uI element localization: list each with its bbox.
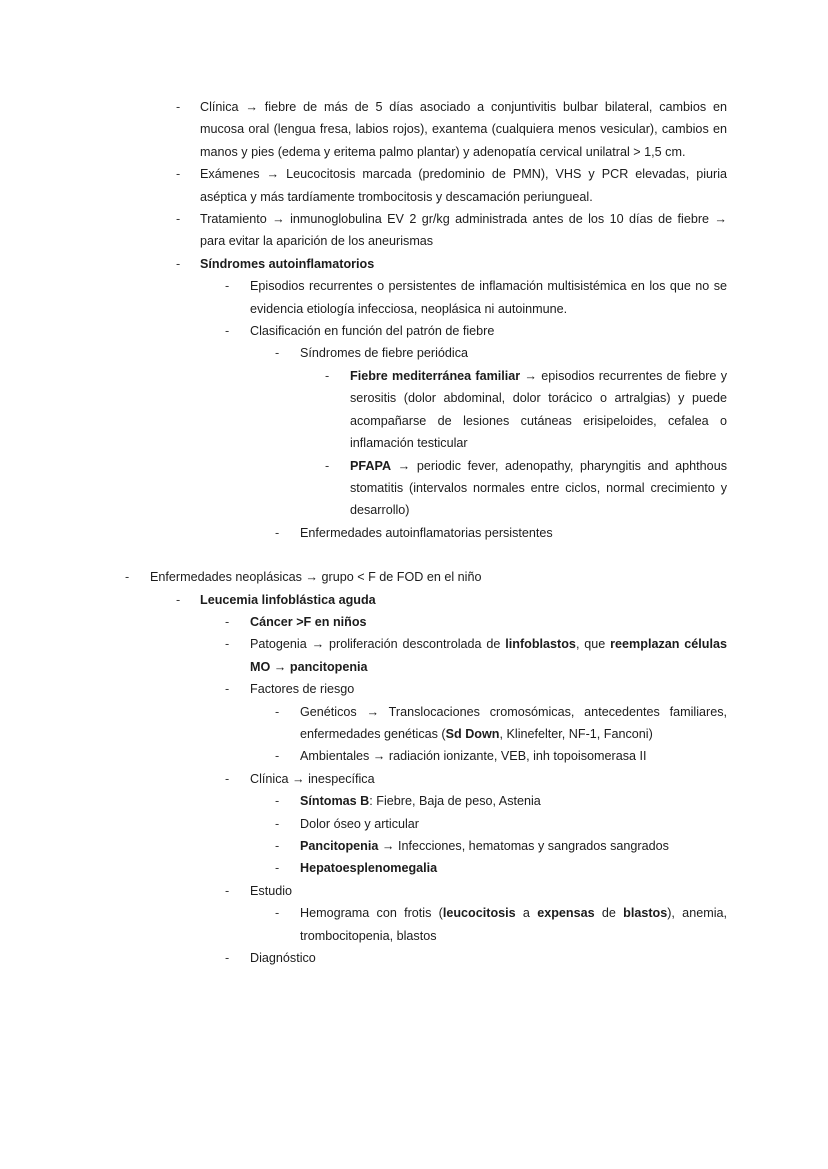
text-segment: a: [515, 906, 538, 921]
bullet-dash-icon: -: [225, 771, 230, 786]
outline-item-clinica-lla: [225, 768, 828, 790]
outline-item-patogenia: [225, 633, 828, 678]
outline-item-text: Tratamiento → inmunoglobulina EV 2 gr/kg administrada antes de los 10 días de fiebre → para evitar la aparición de los aneurismas: [200, 212, 727, 249]
text-segment: , Klinefelter, NF-1, Fanconi): [499, 726, 653, 741]
outline-item-text: Clínica → inespecífica: [250, 771, 375, 786]
outline-item-geneticos: [275, 701, 828, 746]
outline-item-factores-de-riesgo: [225, 678, 828, 700]
text-segment: Genéticos → Translocaciones cromosómicas, antecedentes familiares, enfermedades genéticas (: [300, 704, 727, 741]
outline-item-text: Cáncer >F en niños: [250, 614, 367, 629]
outline-item-clasificacion-patron-fiebre: [225, 320, 828, 342]
bullet-dash-icon: -: [325, 458, 330, 473]
outline-item-text: Estudio: [250, 883, 293, 898]
bullet-dash-icon: -: [275, 861, 280, 876]
outline-item-examenes-kawasaki: [176, 163, 828, 208]
text-segment: Síntomas B: [300, 794, 370, 809]
text-segment: linfoblastos: [505, 637, 576, 652]
bullet-dash-icon: -: [275, 816, 280, 831]
bullet-dash-icon: -: [225, 883, 230, 898]
text-segment: leucocitosis: [442, 906, 516, 921]
outline-item-text: [300, 835, 727, 857]
outline-item-estudio: [225, 880, 828, 902]
outline-item-text: Clínica → fiebre de más de 5 días asociado a conjuntivitis bulbar bilateral, cambios en mucosa oral (lengua fresa, labios rojos), exantema (cualquiera menos vesicular), cambios en manos y pies (edema y eritema palmo plantar) y adenopatía cervical unilatral > 1,5 cm.: [200, 100, 727, 159]
text-segment: : Fiebre, Baja de peso, Astenia: [369, 794, 541, 809]
text-segment: → episodios recurrentes de fiebre y serositis (dolor abdominal, dolor torácico o artralgias) y puede acompañarse de lesiones cutáneas erisipeloides, cefalea o inflamación testicular: [350, 368, 727, 451]
outline-item-dolor-oseo-articular: [275, 813, 828, 835]
bullet-dash-icon: -: [275, 749, 280, 764]
outline-item-text: [300, 902, 727, 947]
outline-item-ambientales: [275, 745, 828, 767]
outline-item-clinica-kawasaki: [176, 96, 828, 163]
text-segment: ), anemia, trombocitopenia, blastos: [300, 906, 727, 943]
outline-item-hepatoesplenomegalia: [275, 857, 828, 879]
outline-item-text: Diagnóstico: [250, 951, 316, 966]
bullet-dash-icon: -: [225, 951, 230, 966]
outline-item-enfermedades-autoinflamatorias-persistentes: [275, 522, 828, 544]
outline-item-episodios-recurrentes: [225, 275, 828, 320]
text-segment: Sd Down: [445, 726, 500, 741]
text-segment: reemplazan células MO → pancitopenia: [250, 637, 727, 674]
bullet-dash-icon: -: [225, 682, 230, 697]
outline-item-text: Enfermedades neoplásicas → grupo < F de FOD en el niño: [150, 570, 482, 585]
outline-item-text: Enfermedades autoinflamatorias persistentes: [300, 525, 553, 540]
bullet-dash-icon: -: [275, 906, 280, 921]
outline-item-cancer-mas-frecuente: [225, 611, 828, 633]
bullet-dash-icon: -: [275, 525, 280, 540]
outline-item-text: [350, 365, 727, 455]
outline-item-sindromes-autoinflamatorios: [176, 253, 828, 275]
outline-item-tratamiento-kawasaki: [176, 208, 828, 253]
outline-item-pfapa: [325, 455, 828, 522]
outline-item-text: Síndromes de fiebre periódica: [300, 346, 469, 361]
outline-item-text: [300, 790, 727, 812]
outline-item-text: Factores de riesgo: [250, 682, 355, 697]
text-segment: Fiebre mediterránea familiar: [350, 368, 521, 383]
bullet-dash-icon: -: [275, 346, 280, 361]
outline-item-text: [300, 701, 727, 746]
bullet-dash-icon: -: [225, 614, 230, 629]
outline-item-fiebre-mediterranea-familiar: [325, 365, 828, 455]
bullet-dash-icon: -: [125, 570, 130, 585]
outline-item-sindromes-fiebre-periodica: [275, 342, 828, 364]
outline-item-text: Exámenes → Leucocitosis marcada (predominio de PMN), VHS y PCR elevadas, piuria aséptica y más tardíamente trombocitosis y descamación periungueal.: [200, 167, 727, 204]
outline-item-text: Ambientales → radiación ionizante, VEB, inh topoisomerasa II: [300, 749, 647, 764]
outline-item-diagnostico: [225, 947, 828, 969]
bullet-dash-icon: -: [176, 592, 181, 607]
bullet-dash-icon: -: [225, 324, 230, 339]
bullet-dash-icon: -: [275, 839, 280, 853]
bullet-dash-icon: -: [325, 368, 330, 383]
bullet-dash-icon: -: [225, 279, 230, 294]
text-segment: Patogenia → proliferación descontrolada de: [250, 637, 506, 652]
section-spacer: [0, 544, 828, 566]
bullet-dash-icon: -: [225, 637, 230, 652]
outline-item-text: Clasificación en función del patrón de fiebre: [250, 324, 495, 339]
outline-item-hemograma: [275, 902, 828, 947]
outline-item-text: [350, 455, 727, 522]
text-segment: PFAPA: [350, 458, 392, 473]
outline-item-text: Hepatoesplenomegalia: [300, 861, 438, 876]
text-segment: expensas: [537, 906, 595, 921]
text-segment: blastos: [623, 906, 668, 921]
text-segment: de: [594, 906, 624, 921]
bullet-dash-icon: -: [176, 212, 181, 227]
outline-item-text: Leucemia linfoblástica aguda: [200, 592, 376, 607]
outline-item-text: Dolor óseo y articular: [300, 816, 419, 831]
outline-item-enfermedades-neoplasicas: [125, 566, 828, 588]
text-segment: , que: [575, 637, 611, 652]
outline-item-text: [250, 633, 727, 678]
bullet-dash-icon: -: [176, 167, 181, 182]
text-segment: → Infecciones, hematomas y sangrados sangrados: [378, 839, 669, 853]
bullet-dash-icon: -: [176, 100, 181, 114]
text-segment: Pancitopenia: [300, 839, 379, 853]
text-segment: Hemograma con frotis (: [300, 906, 443, 921]
outline-item-pancitopenia: [275, 835, 828, 857]
outline-item-text: Síndromes autoinflamatorios: [200, 256, 375, 271]
outline-item-leucemia-linfoblastica-aguda: [176, 589, 828, 611]
bullet-dash-icon: -: [275, 704, 280, 719]
bullet-dash-icon: -: [176, 256, 181, 271]
outline-item-sintomas-b: [275, 790, 828, 812]
bullet-dash-icon: -: [275, 794, 280, 809]
outline-list: [0, 96, 828, 969]
text-segment: → periodic fever, adenopathy, pharyngitis and aphthous stomatitis (intervalos normales entre ciclos, normal crecimiento y desarrollo): [350, 458, 727, 518]
outline-item-text: Episodios recurrentes o persistentes de inflamación multisistémica en los que no se evidencia etiología infecciosa, neoplásica ni autoinmune.: [250, 279, 727, 316]
